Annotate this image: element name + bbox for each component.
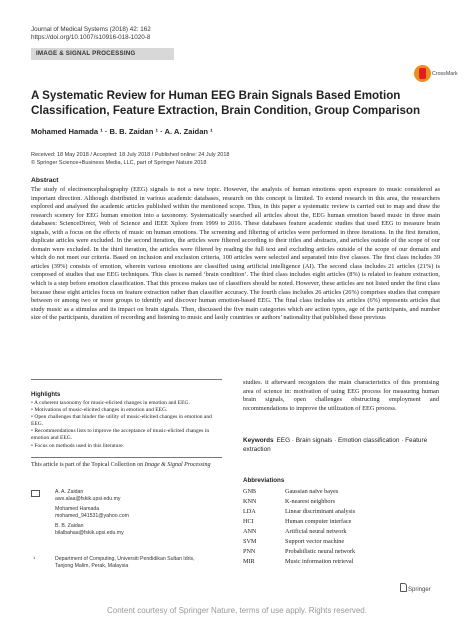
abstract-heading: Abstract: [31, 177, 59, 184]
contact-email[interactable]: mohamed_941531@yahoo.com: [55, 512, 129, 519]
author-list: Mohamed Hamada ¹ · B. B. Zaidan ¹ · A. A. Zaidan ¹: [31, 127, 213, 136]
abstract-text: The study of electroencephalography (EEG) signals is not a new topic. However, the analysis of human emotions upon exposure to music considered as important direction. Although distributed in various academic databases, research on this concept is limited. To extend research in this area, the researchers explored and analysed the academic articles published within the mentioned scope. Thus, in this paper a systematic review is carried out to map and draw the research scenery for EEG human emotion into a taxonomy. Systematically searched all articles about the, EEG human emotion based music in three main databases: ScienceDirect, Web of Science and IEEE Xplore from 1999 to 2016. These databases feature academic studies that used EEG to measure brain signals, with a focus on the effects of music on human emotions. The screening and filtering of articles were performed in three iterations. In the first iteration, duplicate articles were excluded. In the second iteration, the articles were filtered according to their titles and abstracts, and articles outside of the scope of our domain were excluded. In the third iteration, the articles were filtered by reading the full text and excluding articles outside of the scope of our domain and which do not meet our criteria. Based on inclusion and exclusion criteria, 100 articles were selected and separated into five classes. The first class includes 39 articles (39%) consists of emotion, wherein various emotions are classified using artificial intelligence (AI). The second class includes 21 articles (21%) is composed of studies that use EEG techniques. This class is named ‘brain condition’. The third class includes eight articles (8%) is related to feature extraction, which is a step before emotion classification. That this process makes use of classifiers should be noted. However, these articles are not listed under the first class because these eight articles focus on feature extraction rather than classifier accuracy. The fourth class includes 26 articles (26%) comprises studies that compare between or among two or more groups to identify and discover human emotion-based EEG. The final class includes six articles (6%) represents articles that study music as a stimulus and its impact on brain signals. Then, discussed the five main categories which are action types, age of the participants, and number size of the participants, duration of recording and listening to music and lastly countries or authors’ nationality that published these previous: [31, 186, 440, 322]
publisher-logo: [400, 583, 431, 593]
contact-name: B. B. Zaidan: [55, 523, 84, 529]
crossmark-icon: [414, 65, 431, 82]
page-footer: Content courtesy of Springer Nature, terms of use apply. Rights reserved.: [107, 606, 367, 615]
affiliation-number: 1: [33, 555, 36, 560]
journal-citation: Journal of Medical Systems (2018) 42: 162: [31, 26, 151, 33]
highlights-list: [31, 400, 222, 450]
abbreviation-key: ANN: [243, 528, 257, 535]
abbreviation-value: Linear discriminant analysis: [285, 508, 356, 515]
crossmark-badge[interactable]: [414, 64, 458, 86]
highlights-heading: Highlights: [31, 392, 61, 398]
abbreviation-value: Music information retrieval: [285, 558, 354, 565]
abbreviation-value: K-nearest neighbors: [285, 498, 335, 505]
keywords: [243, 437, 439, 455]
affiliation-line: Tanjong Malim, Perak, Malaysia: [55, 562, 129, 569]
contact-name: Mohamed Hamada: [55, 506, 100, 512]
contact-entry: [55, 523, 225, 536]
abbreviation-value: Human computer interface: [285, 518, 352, 525]
topical-text: This article is part of the Topical Collection on: [31, 462, 145, 468]
abbreviation-key: SVM: [243, 538, 257, 545]
publisher-name: Springer: [408, 587, 431, 593]
abbreviation-value: Artificial neural network: [285, 528, 347, 535]
doi-link[interactable]: https://doi.org/10.1007/s10916-018-1020-8: [31, 34, 151, 41]
highlight-item: • Motivations of music-elicited changes in emotion and EEG.: [31, 407, 168, 414]
affiliation-text: [55, 556, 225, 569]
abbreviation-key: HCI: [243, 518, 254, 525]
copyright-line: © Springer Science+Business Media, LLC, part of Springer Nature 2018: [31, 159, 207, 166]
abbreviation-value: Probabilistic neural network: [285, 548, 356, 555]
contact-name: A. A. Zaidan: [55, 489, 84, 495]
highlight-item: • Recommendations lists to improve the acceptance of music-elicited changes in emotion and EEG.: [31, 428, 210, 442]
highlights-bottom-rule: [31, 457, 222, 458]
topical-collection-note: [31, 461, 222, 469]
affiliation-line: Department of Computing, Universiti Pendidikan Sultan Idris,: [55, 556, 195, 562]
envelope-icon: [31, 490, 40, 497]
abbreviation-value: Support vector machine: [285, 538, 345, 545]
abstract-continuation: studies. it afterward recognizes the main characteristics of this promising area of science in: motivation of using EEG process for measuring human brain signals, open challenges obstructing employment and recommendations to improve the utilization of EEG process.: [243, 379, 439, 412]
running-header: [31, 26, 151, 42]
keywords-text: EEG · Brain signals · Emotion classification · Feature extraction: [243, 437, 428, 453]
abbreviation-key: GNB: [243, 488, 257, 495]
contact-email[interactable]: aws.alaa@fskik.upsi.edu.my: [55, 495, 121, 502]
section-label: IMAGE & SIGNAL PROCESSING: [36, 50, 136, 57]
contact-email[interactable]: bilalbahaa@fskik.upsi.edu.my: [55, 529, 124, 536]
keywords-label: Keywords: [243, 437, 274, 444]
article-title: A Systematic Review for Human EEG Brain Signals Based Emotion Classification, Feature Extraction, Brain Condition, Group Comparison: [31, 89, 421, 117]
abbreviations-heading: Abbreviations: [243, 477, 285, 484]
topical-collection-name: Image & Signal Processing: [144, 462, 211, 468]
highlights-top-rule: [31, 379, 222, 380]
abbreviation-key: PNN: [243, 548, 256, 555]
abbreviation-key: KNN: [243, 498, 257, 505]
publication-dates: [31, 152, 229, 167]
abbreviation-key: LDA: [243, 508, 256, 515]
contact-entry: [55, 506, 225, 519]
highlight-item: • Open challenges that hinder the utility of music-elicited changes in emotion and EEG.: [31, 414, 212, 428]
springer-horse-icon: [400, 583, 407, 592]
abbreviation-value: Gaussian naïve bayes: [285, 488, 339, 495]
contact-entry: [55, 489, 225, 502]
highlight-item: • Focus on methods used in this literature.: [31, 442, 125, 449]
highlight-item: • A coherent taxonomy for music-elicited changes in emotion and EEG.: [31, 400, 190, 406]
section-label-bar: [31, 48, 174, 60]
crossmark-label: CrossMark: [432, 71, 458, 77]
abbreviation-key: MIR: [243, 558, 255, 565]
dates-line: Received: 18 May 2018 / Accepted: 18 July 2018 / Published online: 24 July 2018: [31, 152, 230, 158]
